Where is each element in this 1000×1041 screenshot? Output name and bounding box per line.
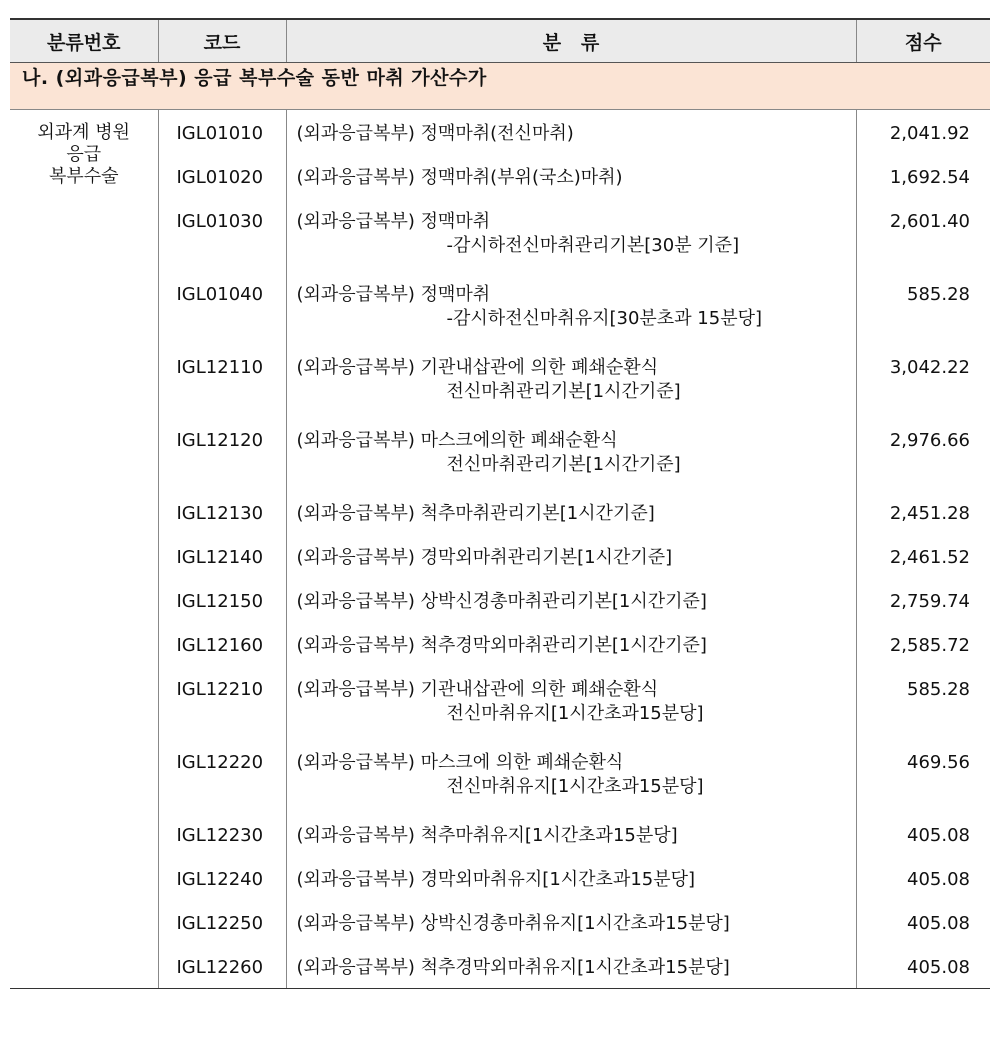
classification-cell [286, 944, 856, 989]
classification-cell [286, 154, 856, 198]
section-title: 나. (외과응급복부) 응급 복부수술 동반 마취 가산수가 [10, 63, 990, 110]
classification-cell [286, 622, 856, 666]
code-cell [158, 622, 286, 666]
code-cell [158, 856, 286, 900]
score-value: 2,041.92 [889, 123, 970, 144]
code-text: IGL01010 [176, 123, 264, 144]
classification-name: (외과응급복부) 기관내삽관에 의한 폐쇄순환식 [296, 679, 659, 700]
table-row [10, 110, 990, 155]
score-cell [856, 154, 990, 198]
category-line3: 복부수술 [48, 166, 119, 187]
code-text: IGL12150 [176, 591, 264, 612]
code-cell [158, 490, 286, 534]
code-text: IGL12210 [176, 679, 264, 700]
code-cell [158, 900, 286, 944]
table-header-row [10, 19, 990, 63]
classification-cell [286, 900, 856, 944]
score-cell [856, 110, 990, 155]
score-cell [856, 856, 990, 900]
classification-cell [286, 344, 856, 417]
fee-schedule-document [10, 18, 990, 989]
code-text: IGL01020 [176, 167, 264, 188]
score-cell [856, 344, 990, 417]
classification-detail: 전신마취관리기본[1시간기준] [446, 454, 681, 475]
classification-detail: 전신마취유지[1시간초과15분당] [446, 776, 704, 797]
classification-detail: -감시하전신마취관리기본[30분 기준] [446, 235, 740, 256]
score-value: 3,042.22 [889, 357, 970, 378]
classification-name: (외과응급복부) 기관내삽관에 의한 폐쇄순환식 [296, 357, 659, 378]
classification-cell [286, 578, 856, 622]
classification-cell [286, 271, 856, 344]
classification-name: (외과응급복부) 정맥마취(부위(국소)마취) [296, 167, 623, 188]
score-value: 2,601.40 [889, 211, 970, 232]
code-text: IGL12250 [176, 913, 264, 934]
code-text: IGL12140 [176, 547, 264, 568]
score-value: 585.28 [907, 679, 970, 700]
score-cell [856, 198, 990, 271]
score-value: 405.08 [907, 957, 970, 978]
score-value: 2,461.52 [889, 547, 970, 568]
score-cell [856, 944, 990, 989]
code-text: IGL12110 [176, 357, 264, 378]
code-cell [158, 578, 286, 622]
header-classification: 분 류 [286, 19, 856, 63]
category-cell [10, 110, 158, 989]
score-cell [856, 534, 990, 578]
code-text: IGL12260 [176, 957, 264, 978]
score-value: 2,976.66 [889, 430, 970, 451]
category-line2: 응급 [66, 144, 102, 165]
score-value: 405.08 [907, 913, 970, 934]
classification-cell [286, 739, 856, 812]
classification-name: (외과응급복부) 마스크에 의한 폐쇄순환식 [296, 752, 624, 773]
score-value: 469.56 [907, 752, 970, 773]
classification-name: (외과응급복부) 경막외마취유지[1시간초과15분당] [296, 869, 696, 890]
code-cell [158, 344, 286, 417]
header-classification-number: 분류번호 [10, 19, 158, 63]
score-cell [856, 271, 990, 344]
classification-cell [286, 666, 856, 739]
code-cell [158, 944, 286, 989]
fee-table [10, 18, 990, 989]
classification-name: (외과응급복부) 척추경막외마취유지[1시간초과15분당] [296, 957, 730, 978]
classification-cell [286, 417, 856, 490]
classification-name: (외과응급복부) 상박신경총마취관리기본[1시간기준] [296, 591, 707, 612]
classification-name: (외과응급복부) 마스크에의한 폐쇄순환식 [296, 430, 618, 451]
header-code: 코드 [158, 19, 286, 63]
classification-name: (외과응급복부) 척추경막외마취관리기본[1시간기준] [296, 635, 707, 656]
score-value: 2,585.72 [889, 635, 970, 656]
code-text: IGL12130 [176, 503, 264, 524]
score-value: 2,451.28 [889, 503, 970, 524]
classification-name: (외과응급복부) 경막외마취관리기본[1시간기준] [296, 547, 673, 568]
score-value: 2,759.74 [889, 591, 970, 612]
code-text: IGL01040 [176, 284, 264, 305]
code-text: IGL12240 [176, 869, 264, 890]
code-cell [158, 271, 286, 344]
score-cell [856, 739, 990, 812]
classification-cell [286, 534, 856, 578]
code-cell [158, 154, 286, 198]
classification-name: (외과응급복부) 정맥마취(전신마취) [296, 123, 574, 144]
code-text: IGL12220 [176, 752, 264, 773]
classification-cell [286, 812, 856, 856]
classification-name: (외과응급복부) 상박신경총마취유지[1시간초과15분당] [296, 913, 730, 934]
classification-detail: -감시하전신마취유지[30분초과 15분당] [446, 308, 763, 329]
classification-name: (외과응급복부) 정맥마취 [296, 211, 491, 232]
classification-detail: 전신마취유지[1시간초과15분당] [446, 703, 704, 724]
score-cell [856, 578, 990, 622]
code-cell [158, 417, 286, 490]
score-value: 405.08 [907, 869, 970, 890]
classification-name: (외과응급복부) 척추마취관리기본[1시간기준] [296, 503, 655, 524]
header-score: 점수 [856, 19, 990, 63]
code-text: IGL01030 [176, 211, 264, 232]
category-line1: 외과계 병원 [37, 122, 131, 143]
score-cell [856, 666, 990, 739]
score-cell [856, 417, 990, 490]
classification-cell [286, 198, 856, 271]
classification-cell [286, 110, 856, 155]
code-cell [158, 812, 286, 856]
score-cell [856, 900, 990, 944]
classification-detail: 전신마취관리기본[1시간기준] [446, 381, 681, 402]
section-row [10, 63, 990, 110]
code-cell [158, 110, 286, 155]
code-text: IGL12160 [176, 635, 264, 656]
classification-name: (외과응급복부) 정맥마취 [296, 284, 491, 305]
score-cell [856, 490, 990, 534]
score-cell [856, 622, 990, 666]
classification-cell [286, 490, 856, 534]
score-value: 405.08 [907, 825, 970, 846]
score-value: 585.28 [907, 284, 970, 305]
code-cell [158, 666, 286, 739]
classification-name: (외과응급복부) 척추마취유지[1시간초과15분당] [296, 825, 678, 846]
score-cell [856, 812, 990, 856]
code-text: IGL12230 [176, 825, 264, 846]
code-cell [158, 534, 286, 578]
code-text: IGL12120 [176, 430, 264, 451]
score-value: 1,692.54 [889, 167, 970, 188]
code-cell [158, 739, 286, 812]
code-cell [158, 198, 286, 271]
classification-cell [286, 856, 856, 900]
